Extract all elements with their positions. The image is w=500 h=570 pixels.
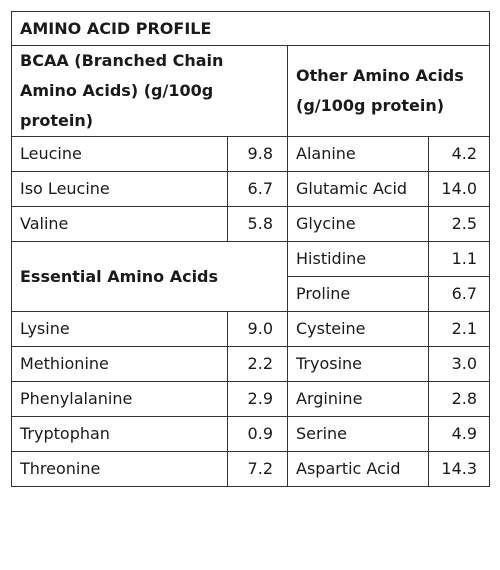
- amino-acid-name: Glutamic Acid: [288, 172, 429, 207]
- amino-acid-value: 9.0: [228, 312, 288, 347]
- amino-acid-name: Tryptophan: [12, 417, 228, 452]
- essential-amino-acids-header: Essential Amino Acids: [12, 242, 288, 312]
- amino-acid-value: 6.7: [429, 277, 490, 312]
- amino-acid-name: Histidine: [288, 242, 429, 277]
- amino-acid-value: 14.3: [429, 452, 490, 487]
- amino-acid-name: Leucine: [12, 137, 228, 172]
- amino-acid-name: Valine: [12, 207, 228, 242]
- table-row: [12, 207, 490, 242]
- amino-acid-profile-table: [11, 11, 490, 487]
- amino-acid-name: Methionine: [12, 347, 228, 382]
- amino-acid-value: 5.8: [228, 207, 288, 242]
- table-row: [12, 312, 490, 347]
- title-row: [12, 12, 490, 46]
- amino-acid-name: Phenylalanine: [12, 382, 228, 417]
- table-row: [12, 172, 490, 207]
- amino-acid-name: Aspartic Acid: [288, 452, 429, 487]
- amino-acid-name: Cysteine: [288, 312, 429, 347]
- table-row: [12, 137, 490, 172]
- table-row: [12, 417, 490, 452]
- amino-acid-name: Serine: [288, 417, 429, 452]
- amino-acid-value: 7.2: [228, 452, 288, 487]
- amino-acid-value: 6.7: [228, 172, 288, 207]
- other-amino-acids-header: Other Amino Acids (g/100g protein): [288, 46, 490, 137]
- amino-acid-name: Threonine: [12, 452, 228, 487]
- amino-acid-value: 2.2: [228, 347, 288, 382]
- table-row: [12, 452, 490, 487]
- table-row: [12, 242, 490, 277]
- amino-acid-name: Lysine: [12, 312, 228, 347]
- amino-acid-value: 1.1: [429, 242, 490, 277]
- amino-acid-name: Arginine: [288, 382, 429, 417]
- table-row: [12, 347, 490, 382]
- amino-acid-value: 4.2: [429, 137, 490, 172]
- amino-acid-value: 2.1: [429, 312, 490, 347]
- amino-acid-name: Alanine: [288, 137, 429, 172]
- table-title: AMINO ACID PROFILE: [12, 12, 490, 46]
- amino-acid-value: 4.9: [429, 417, 490, 452]
- amino-acid-value: 3.0: [429, 347, 490, 382]
- header-row: [12, 46, 490, 137]
- amino-acid-value: 0.9: [228, 417, 288, 452]
- amino-acid-value: 2.5: [429, 207, 490, 242]
- bcaa-header: BCAA (Branched Chain Amino Acids) (g/100g protein): [12, 46, 288, 137]
- table-row: [12, 382, 490, 417]
- amino-acid-name: Proline: [288, 277, 429, 312]
- amino-acid-value: 9.8: [228, 137, 288, 172]
- amino-acid-name: Tryosine: [288, 347, 429, 382]
- amino-acid-value: 2.8: [429, 382, 490, 417]
- amino-acid-name: Glycine: [288, 207, 429, 242]
- amino-acid-value: 14.0: [429, 172, 490, 207]
- amino-acid-value: 2.9: [228, 382, 288, 417]
- amino-acid-name: Iso Leucine: [12, 172, 228, 207]
